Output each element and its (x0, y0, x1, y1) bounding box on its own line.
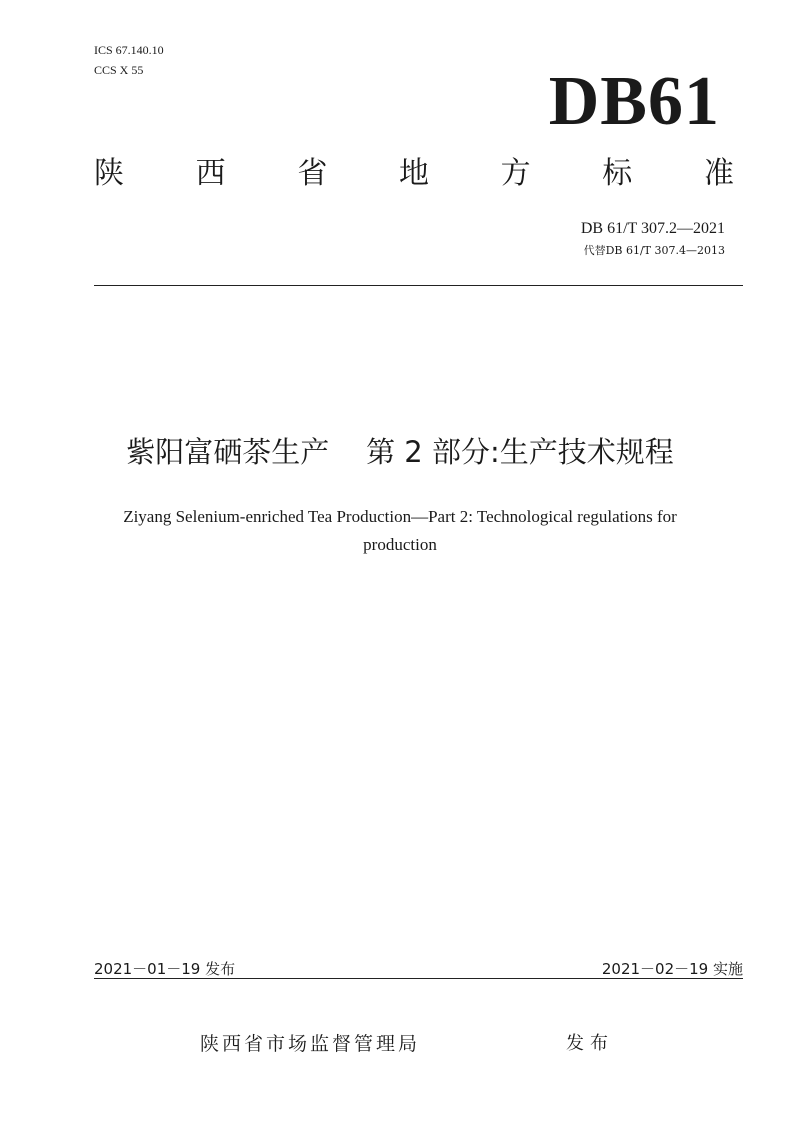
standard-name-char: 标 (602, 156, 633, 191)
bottom-divider (94, 978, 743, 979)
standard-code: DB 61/T 307.2—2021 (580, 220, 725, 237)
classification-codes (94, 40, 164, 80)
db-logo: DB61 (548, 63, 720, 140)
chinese-title: 紫阳富硒茶生产 第 2 部分:生产技术规程 (126, 435, 674, 469)
top-divider (94, 285, 743, 286)
issue-date: 2021－01－19 发布 (94, 960, 236, 978)
standard-name-char: 西 (195, 156, 226, 191)
ics-code: ICS 67.140.10 (94, 43, 164, 57)
standard-name-char: 地 (398, 156, 429, 191)
standard-name-char: 陕 (94, 156, 124, 191)
english-title (80, 503, 720, 559)
ccs-code: CCS X 55 (94, 63, 144, 77)
english-title-line: Ziyang Selenium-enriched Tea Production—Part 2: Technological regulations for (123, 507, 677, 526)
replaces-standard: 代替DB 61/T 307.4—2013 (583, 244, 725, 257)
standard-name-char: 省 (297, 156, 328, 191)
implementation-date: 2021－02－19 实施 (601, 960, 743, 978)
publish-label: 发布 (566, 1033, 614, 1054)
issuing-authority: 陕西省市场监督管理局 (200, 1033, 421, 1055)
standard-type-title (94, 152, 734, 196)
standard-name-char: 方 (500, 156, 531, 191)
standard-name-char: 准 (703, 156, 734, 191)
english-title-line: production (363, 535, 437, 554)
